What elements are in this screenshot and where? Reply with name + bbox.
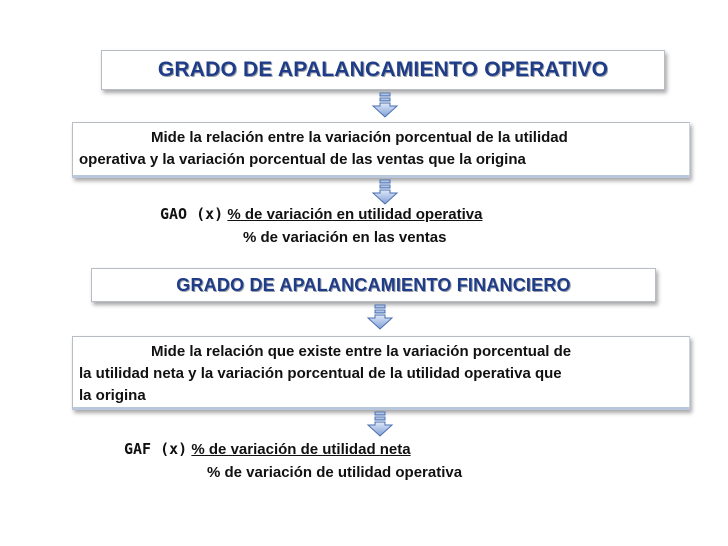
gao-formula [160, 205, 482, 223]
gaf-title: GRADO DE APALANCAMIENTO FINANCIERO [176, 274, 571, 295]
gao-description-box [72, 122, 690, 178]
gao-description-line-2: operativa y la variación porcentual de las ventas que la origina [79, 151, 526, 168]
gaf-formula [124, 440, 411, 458]
gao-title-box [101, 50, 665, 90]
gaf-description-line-1: Mide la relación que existe entre la variación porcentual de [151, 343, 572, 360]
arrow-down-icon [366, 303, 394, 331]
gaf-formula-denominator: % de variación de utilidad operativa [207, 464, 463, 481]
gaf-formula-label: GAF (x) [124, 440, 188, 458]
arrow-down-icon [371, 178, 399, 206]
gao-formula-numerator: % de variación en utilidad operativa [227, 206, 483, 223]
gao-formula-label: GAO (x) [160, 205, 224, 223]
arrow-down-icon [371, 91, 399, 119]
gaf-title-box [91, 268, 656, 302]
gao-description-line-1: Mide la relación entre la variación porcentual de la utilidad [151, 129, 568, 146]
gao-formula-denominator: % de variación en las ventas [243, 229, 447, 246]
gaf-formula-numerator: % de variación de utilidad neta [191, 441, 411, 458]
gaf-description-line-2: la utilidad neta y la variación porcentual de la utilidad operativa que [79, 365, 562, 382]
gao-title: GRADO DE APALANCAMIENTO OPERATIVO [157, 58, 609, 81]
gaf-description-line-3: la origina [79, 387, 146, 404]
gaf-description-box [72, 336, 690, 410]
arrow-down-icon [366, 410, 394, 438]
